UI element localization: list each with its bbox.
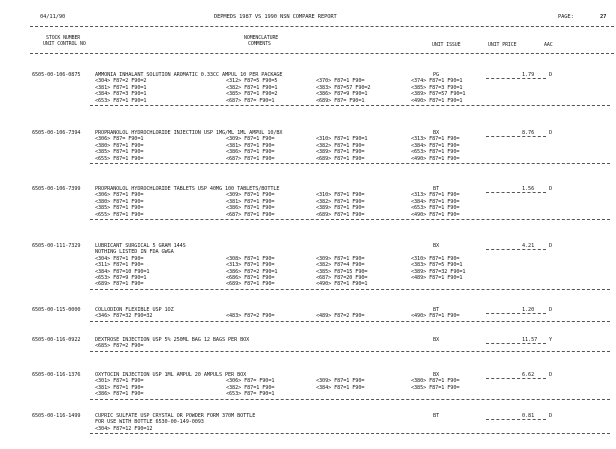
price-underline xyxy=(486,192,546,193)
code-cell: <385> F87=1 F90=2 xyxy=(226,91,278,98)
code-cell: <385> F87=3 F90=1 xyxy=(411,84,463,91)
code-cell: <483> F87=2 F90= xyxy=(226,313,275,320)
code-cell: <489> F87=2 F90= xyxy=(316,313,365,320)
code-cell: <306> F87=1 F90= xyxy=(95,192,144,199)
code-cell: <386> F87=2 F90=1 xyxy=(226,268,278,275)
code-cell: <310> F87=1 F90=1 xyxy=(316,136,368,143)
col-unit-price: UNIT PRICE xyxy=(488,42,517,48)
price-underline xyxy=(486,378,546,379)
code-cell: <687> F87=1 F90= xyxy=(226,155,275,162)
stock-number: 6505-00-115-0000 xyxy=(32,307,81,313)
price-underline xyxy=(486,313,546,314)
code-cell: <385> F87=1 F90= xyxy=(411,384,460,391)
entry-separator xyxy=(90,321,610,322)
code-cell: <653> F87=1 F90=1 xyxy=(95,97,147,104)
code-cell: <346> F87=32 F90=32 xyxy=(95,313,153,320)
code-cell: <382> F87=1 F90= xyxy=(226,384,275,391)
code-cell: <689> F87=1 F90= xyxy=(316,211,365,218)
unit-issue: BT xyxy=(433,186,440,192)
code-cell: <309> F87=1 F90= xyxy=(316,378,365,385)
unit-issue: BX xyxy=(433,243,440,249)
code-cell: <385> F87=1 F90= xyxy=(95,205,144,212)
unit-issue: PG xyxy=(433,72,440,78)
code-cell: <313> F87=1 F90= xyxy=(411,136,460,143)
code-cell: <381> F87=1 F90= xyxy=(95,384,144,391)
price-underline xyxy=(486,78,546,79)
code-cell: <687> F87= F90=1 xyxy=(226,97,275,104)
code-cell: <304> F87=2 F90=2 xyxy=(95,78,147,85)
unit-issue: BX xyxy=(433,130,440,136)
code-cell: <686> F87=1 F90= xyxy=(226,275,275,281)
code-cell: <312> F87=5 F90=5 xyxy=(226,78,278,85)
code-cell: <309> F87=1 F90= xyxy=(226,136,275,143)
entry-separator xyxy=(90,163,610,164)
code-cell: <384> F87=1 F90= xyxy=(411,198,460,205)
report-date: 04/11/90 xyxy=(40,14,66,20)
code-cell: <384> F87=10 F90=1 xyxy=(95,268,150,275)
col-unit-issue: UNIT ISSUE xyxy=(432,42,461,48)
entry-separator xyxy=(90,351,610,352)
col-stock-number: STOCK NUMBER xyxy=(46,35,81,41)
unit-price: 0.81 xyxy=(522,413,535,419)
aac: D xyxy=(549,72,553,78)
code-cell: <309> F87=1 F90= xyxy=(226,192,275,199)
code-cell: <381> F87=1 F90= xyxy=(226,198,275,205)
aac: D xyxy=(549,307,553,313)
code-cell: <687> F87=20 F90= xyxy=(316,275,368,281)
code-cell: <313> F87=1 F90= xyxy=(226,262,275,269)
nomenclature: OXYTOCIN INJECTION USP 1ML AMPUL 20 AMPULS PER BOX xyxy=(95,372,247,378)
code-cell: <311> F87=1 F90= xyxy=(95,262,144,269)
price-underline xyxy=(486,343,546,344)
unit-price: 6.62 xyxy=(522,372,535,378)
page-number: 27 xyxy=(600,14,607,20)
code-cell: <384> F87=1 F90= xyxy=(316,384,365,391)
code-cell: <385> F87=1 F90= xyxy=(95,149,144,156)
code-cell: <383> F87=5 F90=1 xyxy=(411,262,463,269)
nomenclature: DEXTROSE INJECTION USP 5% 250ML BAG 12 BAGS PER BOX xyxy=(95,337,250,343)
code-cell: <313> F87=1 F90= xyxy=(411,192,460,199)
code-cell: <490> F87=1 F90= xyxy=(411,313,460,320)
stock-number: 6505-00-111-7329 xyxy=(32,243,81,249)
code-cell: <309> F87=1 F90= xyxy=(316,255,365,262)
code-cell: <381> F87=1 F90= xyxy=(226,142,275,149)
code-cell: <655> F87=1 F90= xyxy=(95,211,144,218)
unit-price: 1.56 xyxy=(522,186,535,192)
code-cell: <490> F87=1 F90=1 xyxy=(411,97,463,104)
code-cell: <301> F87=1 F90= xyxy=(95,378,144,385)
stock-number: 6505-00-106-0875 xyxy=(32,72,81,78)
aac: D xyxy=(549,372,553,378)
code-cell: <370> F87=1 F90= xyxy=(316,78,365,85)
unit-issue: BT xyxy=(433,307,440,313)
page-label: PAGE: xyxy=(558,14,574,20)
col-uic: UNIT CONTROL NO xyxy=(43,41,86,47)
code-cell: <689> F87=1 F90= xyxy=(226,281,275,288)
code-cell: <655> F87=1 F90= xyxy=(95,155,144,162)
code-cell: <384> F87=1 F90= xyxy=(411,142,460,149)
nomenclature: PROPRANOLOL HYDROCHLORIDE TABLETS USP 40MG 100 TABLETS/BOTTLE xyxy=(95,186,280,192)
code-cell: <490> F87=1 F90= xyxy=(411,155,460,162)
code-cell: <310> F87=1 F90= xyxy=(316,192,365,199)
unit-price: 4.21 xyxy=(522,243,535,249)
code-cell: <380> F87=1 F90= xyxy=(95,142,144,149)
code-cell: <380> F87=1 F90= xyxy=(411,378,460,385)
code-cell: <689> F87=1 F90= xyxy=(316,155,365,162)
code-cell: <685> F87=2 F90= xyxy=(95,343,144,350)
col-nomenclature: NOMENCLATURE xyxy=(244,35,279,41)
unit-price: 11.57 xyxy=(522,337,538,343)
nomenclature: COLLODION FLEXIBLE USP 1OZ xyxy=(95,307,174,313)
code-cell: <489> F87=1 F90=1 xyxy=(411,275,463,281)
aac: Y xyxy=(549,337,553,343)
nomenclature: CUPRIC SULFATE USP CRYSTAL OR POWDER FORM 370M BOTTLE xyxy=(95,413,256,419)
nomenclature: LUBRICANT SURGICAL 5 GRAM 144S xyxy=(95,243,186,249)
nomenclature-line-2: FOR USE WITH BOTTLE 6530-00-149-0093 xyxy=(95,419,204,426)
code-cell: <389> F87=57 F90=1 xyxy=(411,91,466,98)
aac: D xyxy=(549,413,553,419)
stock-number: 6505-00-116-0922 xyxy=(32,337,81,343)
report-title: DEPMEDS 1987 VS 1990 NSN COMPARE REPORT xyxy=(214,14,337,20)
code-cell: <374> F87=1 F90=1 xyxy=(411,78,463,85)
aac: D xyxy=(549,243,553,249)
header-rule-bottom xyxy=(30,53,614,54)
code-cell: <382> F87=1 F90=1 xyxy=(226,84,278,91)
code-cell: <653> F87=1 F90= xyxy=(411,149,460,156)
code-cell: <689> F87= F90=1 xyxy=(316,97,365,104)
unit-issue: BX xyxy=(433,337,440,343)
code-cell: <386> F87=1 F90= xyxy=(226,149,275,156)
aac: D xyxy=(549,130,553,136)
unit-issue: BX xyxy=(433,372,440,378)
code-cell: <383> F87=57 F90=2 xyxy=(316,84,371,91)
unit-price: 8.76 xyxy=(522,130,535,136)
stock-number: 6505-00-106-7394 xyxy=(32,130,81,136)
stock-number: 6505-00-106-7399 xyxy=(32,186,81,192)
code-cell: <389> F87=32 F90=1 xyxy=(411,268,466,275)
unit-price: 1.20 xyxy=(522,307,535,313)
nomenclature-line-2: NOTHING LISTED IN FDA GWGA xyxy=(95,249,174,256)
price-underline xyxy=(486,136,546,137)
code-cell: <310> F87=1 F90= xyxy=(411,255,460,262)
code-cell: <304> F87=1 F90= xyxy=(95,255,144,262)
code-cell: <382> F87=4 F90= xyxy=(316,262,365,269)
code-cell: <389> F87=1 F90= xyxy=(316,205,365,212)
code-cell: <386> F87=1 F90= xyxy=(95,391,144,398)
code-cell: <386> F87=1 F90= xyxy=(226,205,275,212)
entry-separator xyxy=(90,219,610,220)
code-cell: <687> F87=1 F90= xyxy=(226,211,275,218)
code-cell: <384> F87=3 F90=1 xyxy=(95,91,147,98)
entry-separator xyxy=(90,289,610,290)
entry-separator xyxy=(90,433,610,434)
code-cell: <653> F87=1 F90= xyxy=(411,205,460,212)
code-cell: <382> F87=1 F90= xyxy=(316,198,365,205)
price-underline xyxy=(486,419,546,420)
code-cell: <382> F87=1 F90= xyxy=(316,142,365,149)
stock-number: 6505-00-116-1499 xyxy=(32,413,81,419)
code-cell: <490> F87=1 F90=1 xyxy=(316,281,368,288)
code-cell: <381> F87=1 F90=1 xyxy=(95,84,147,91)
col-comments: COMMENTS xyxy=(248,41,271,47)
code-cell: <386> F87=9 F90=1 xyxy=(316,91,368,98)
aac: D xyxy=(549,186,553,192)
nomenclature: AMMONIA INHALANT SOLUTION AROMATIC 0.33CC AMPUL 10 PER PACKAGE xyxy=(95,72,283,78)
code-cell: <653> F87=9 F90=1 xyxy=(95,275,147,281)
header-rule-top xyxy=(30,26,614,27)
unit-issue: BT xyxy=(433,413,440,419)
code-cell: <689> F87=1 F90= xyxy=(95,281,144,288)
nomenclature: PROPRANOLOL HYDROCHLORIDE INJECTION USP 1MG/ML 1ML AMPUL 10/BX xyxy=(95,130,283,136)
code-cell: <380> F87=1 F90= xyxy=(95,198,144,205)
stock-number: 6505-00-116-1376 xyxy=(32,372,81,378)
code-cell: <308> F87=1 F90= xyxy=(226,255,275,262)
code-cell: <490> F87=1 F90= xyxy=(411,211,460,218)
col-aac: AAC xyxy=(544,42,553,48)
entry-separator xyxy=(90,105,610,106)
code-cell: <306> F87= F90=1 xyxy=(226,378,275,385)
code-cell: <304> F87=12 F90=12 xyxy=(95,425,153,432)
entry-separator xyxy=(90,399,610,400)
unit-price: 1.79 xyxy=(522,72,535,78)
code-cell: <653> F87= F90=1 xyxy=(226,391,275,398)
code-cell: <306> F87= F90=1 xyxy=(95,136,144,143)
price-underline xyxy=(486,249,546,250)
code-cell: <389> F87=1 F90= xyxy=(316,149,365,156)
code-cell: <385> F87=15 F90= xyxy=(316,268,368,275)
